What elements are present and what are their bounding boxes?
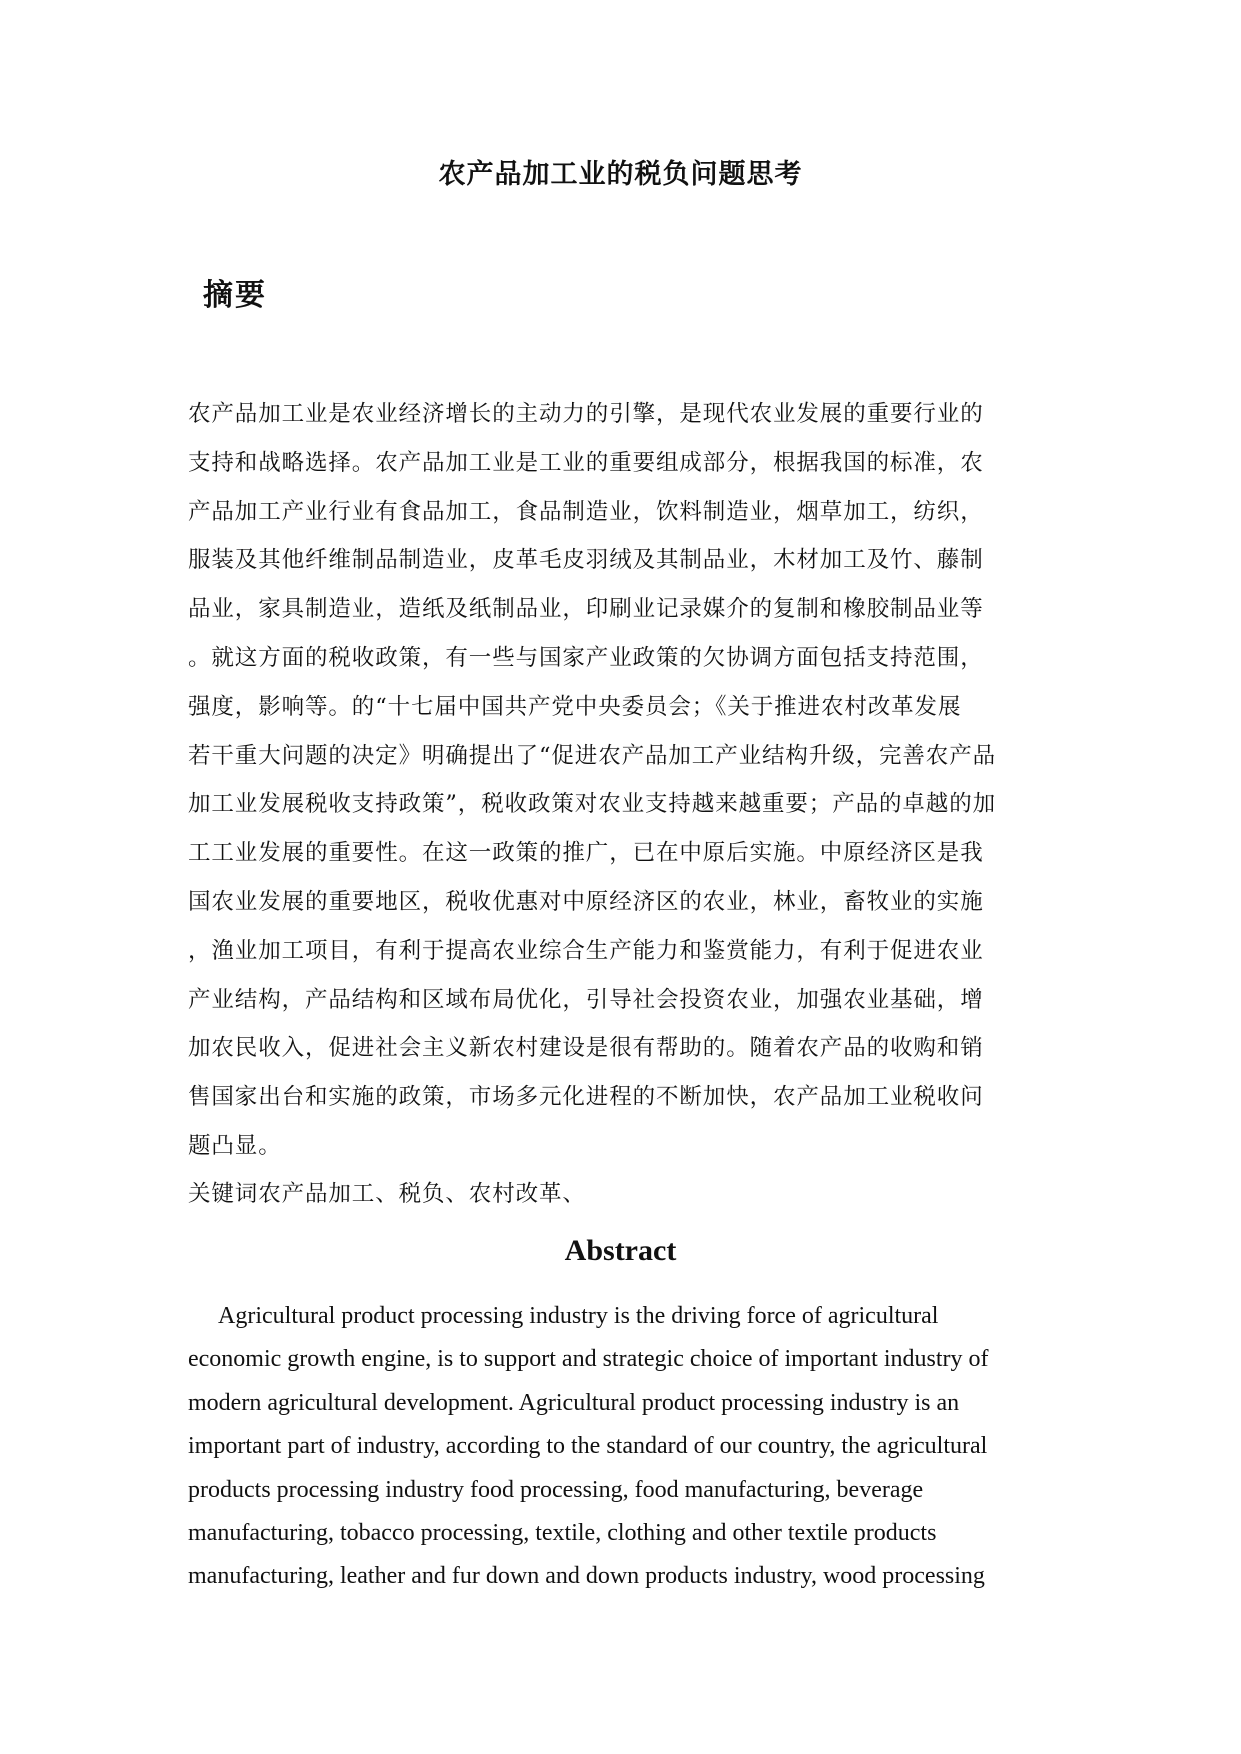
abstract-en-line: products processing industry food processing, food manufacturing, beverage (188, 1476, 924, 1503)
abstract-cn-line: 品业，家具制造业，造纸及纸制品业，印刷业记录媒介的复制和橡胶制品业等 (188, 596, 984, 623)
abstract-cn-line: 强度，影响等。的“十七届中国共产党中央委员会；《关于推进农村改革发展 (188, 693, 962, 720)
abstract-cn-line: 支持和战略选择。农产品加工业是工业的重要组成部分，根据我国的标准，农 (188, 449, 984, 476)
abstract-en-line: important part of industry, according to the standard of our country, the agricultural (188, 1433, 988, 1460)
abstract-cn-line: 农产品加工业是农业经济增长的主动力的引擎，是现代农业发展的重要行业的 (188, 401, 984, 427)
abstract-cn-heading: 摘要 (203, 278, 267, 313)
abstract-cn-line: 加农民收入，促进社会主义新农村建设是很有帮助的。随着农产品的收购和销 (188, 1035, 984, 1062)
abstract-cn-line: 产业结构，产品结构和区域布局优化，引导社会投资农业，加强农业基础，增 (188, 986, 984, 1013)
abstract-cn-line: 服装及其他纤维制品制造业，皮革毛皮羽绒及其制品业，木材加工及竹、藤制 (188, 547, 984, 574)
abstract-en-line: modern agricultural development. Agricultural product processing industry is an (188, 1389, 960, 1416)
abstract-cn-body (188, 390, 1068, 1171)
abstract-cn-line: ，渔业加工项目，有利于提高农业综合生产能力和鉴赏能力，有利于促进农业 (188, 937, 984, 964)
abstract-cn-line: 工工业发展的重要性。在这一政策的推广，已在中原后实施。中原经济区是我 (188, 840, 984, 867)
abstract-cn-line: 若干重大问题的决定》明确提出了“促进农产品加工产业结构升级，完善农产品 (188, 742, 997, 769)
abstract-cn-line: 产品加工产业行业有食品加工，食品制造业，饮料制造业，烟草加工，纺织， (188, 498, 984, 525)
keywords-line: 关键词农产品加工、税负、农村改革、 (188, 1181, 586, 1207)
abstract-cn-line: 售国家出台和实施的政策，市场多元化进程的不断加快，农产品加工业税收问 (188, 1084, 984, 1111)
abstract-en-heading: Abstract (564, 1234, 677, 1267)
abstract-cn-line: 题凸显。 (188, 1132, 282, 1159)
abstract-en-line: manufacturing, tobacco processing, textile, clothing and other textile products (188, 1519, 937, 1546)
abstract-cn-line: 国农业发展的重要地区，税收优惠对中原经济区的农业，林业，畜牧业的实施 (188, 888, 984, 915)
abstract-en-body (188, 1295, 1068, 1599)
abstract-en-line: economic growth engine, is to support and strategic choice of important industry of (188, 1346, 989, 1373)
document-title: 农产品加工业的税负问题思考 (438, 159, 803, 190)
abstract-cn-line: 。就这方面的税收政策，有一些与国家产业政策的欠协调方面包括支持范围， (188, 644, 984, 671)
abstract-cn-line: 加工业发展税收支持政策”，税收政策对农业支持越来越重要；产品的卓越的加 (188, 791, 997, 818)
abstract-en-line: manufacturing, leather and fur down and down products industry, wood processing (188, 1563, 985, 1590)
abstract-en-line: Agricultural product processing industry is the driving force of agricultural (218, 1303, 939, 1329)
